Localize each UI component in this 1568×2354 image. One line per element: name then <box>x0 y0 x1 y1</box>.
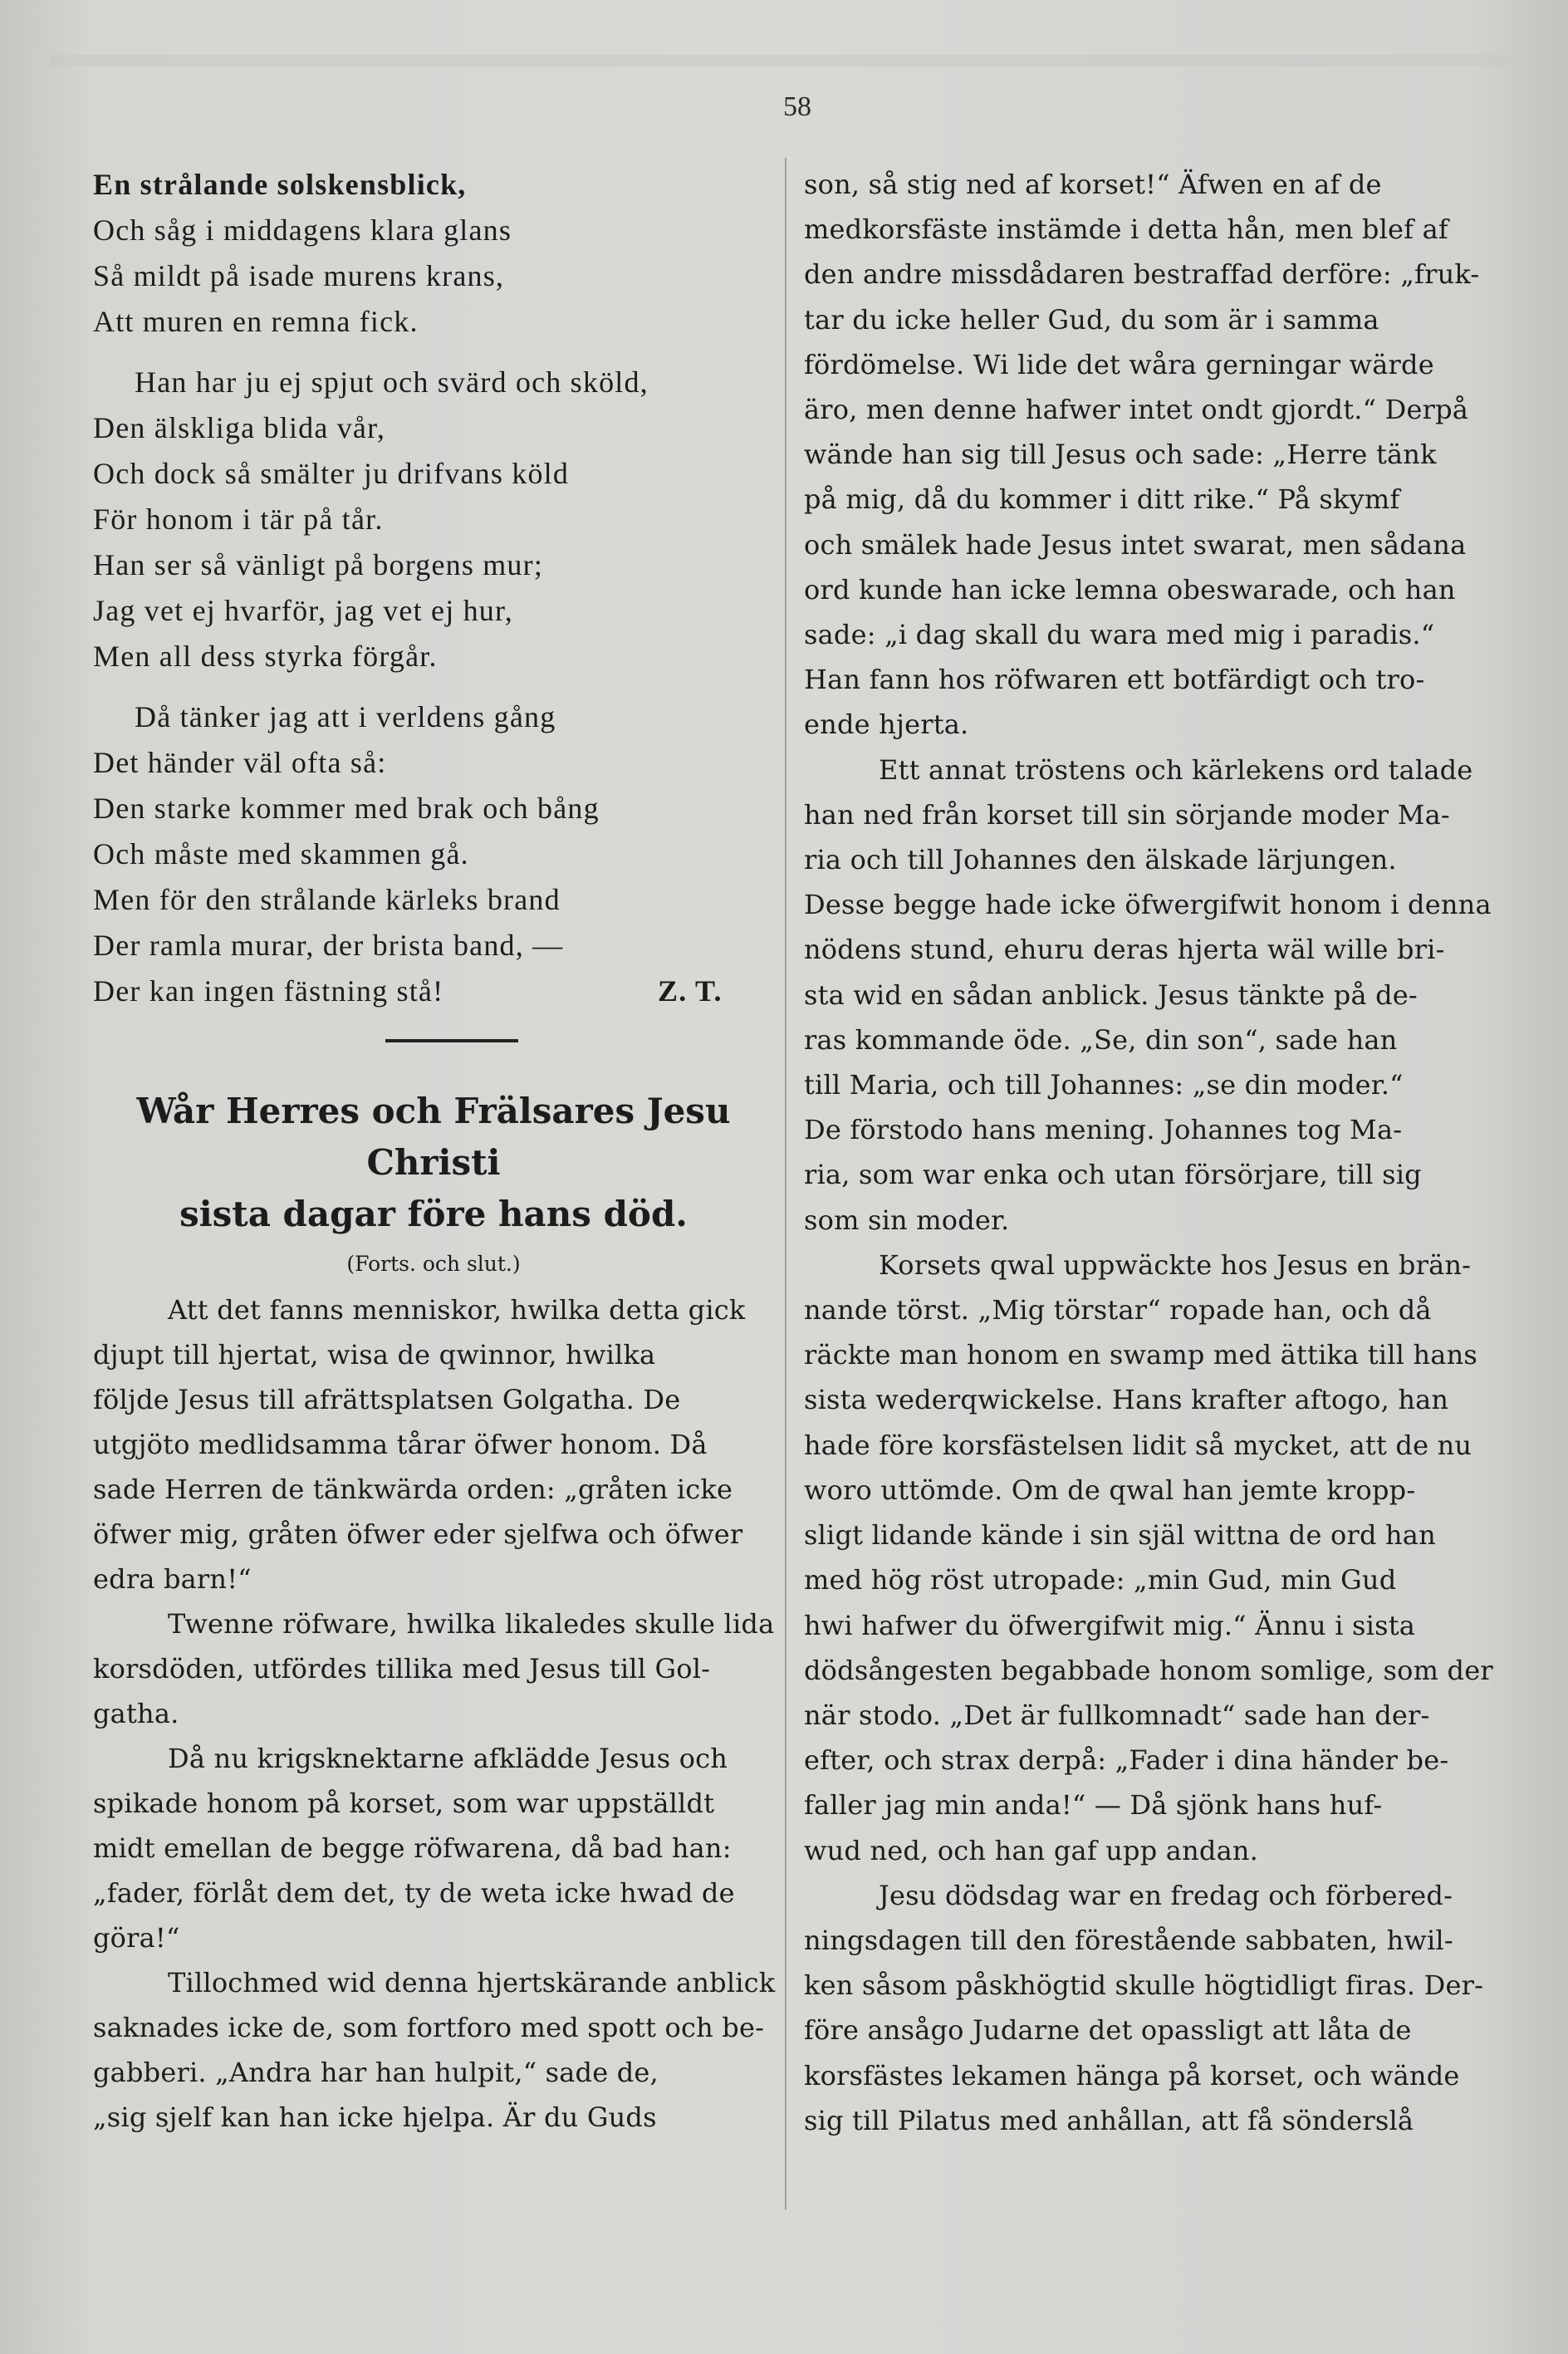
text-line: djupt till hjertat, wisa de qwinnor, hwilka <box>93 1339 656 1371</box>
text-line: wud ned, och han gaf upp andan. <box>804 1834 1259 1866</box>
poem-line: Den älskliga blida vår, <box>93 411 386 444</box>
text-line: göra!“ <box>93 1922 180 1954</box>
poem-stanza-2 <box>93 360 774 679</box>
text-line: till Maria, och till Johannes: „se din moder.“ <box>804 1069 1404 1101</box>
text-line: hade före korsfästelsen lidit så mycket, att de nu <box>804 1429 1472 1461</box>
text-line: sade Herren de tänkwärda orden: „gråten icke <box>93 1474 733 1505</box>
article-heading-line: sista dagar före hans död. <box>179 1194 688 1234</box>
text-line: räckte man honom en swamp med ättika till hans <box>804 1339 1477 1371</box>
text-line: han ned från korset till sin sörjande moder Ma- <box>804 798 1450 831</box>
poem-line: Då tänker jag att i verldens gång <box>135 700 556 733</box>
poem-line: Men för den strålande kärleks brand <box>93 883 561 916</box>
poem-line: Och måste med skammen gå. <box>93 837 469 870</box>
poem-line: Han ser så vänligt på borgens mur; <box>93 548 544 581</box>
poem-stanza-1 <box>93 162 774 345</box>
text-line: dödsångesten begabbade honom somlige, som der <box>804 1654 1493 1686</box>
text-line: ria och till Johannes den älskade lärjungen. <box>804 844 1397 876</box>
text-line: utgjöto medlidsamma tårar öfwer honom. Då <box>93 1429 708 1460</box>
column-divider <box>785 158 786 2209</box>
poem-line: Der kan ingen fästning stå! <box>93 974 444 1008</box>
text-line: ord kunde han icke lemna obeswarade, och han <box>804 573 1456 606</box>
text-line: sta wid en sådan anblick. Jesus tänkte på de- <box>804 978 1418 1011</box>
text-line: sig till Pilatus med anhållan, att få sönderslå <box>804 2104 1414 2136</box>
poem-line: Jag vet ej hvarför, jag vet ej hur, <box>93 594 513 627</box>
text-line: och smälek hade Jesus intet swarat, men sådana <box>804 528 1467 561</box>
text-line: efter, och strax derpå: „Fader i dina händer be- <box>804 1744 1449 1777</box>
text-line: Desse begge hade icke öfwergifwit honom i denna <box>804 889 1492 921</box>
text-line: „sig sjelf kan han icke hjelpa. Är du Guds <box>93 2101 657 2133</box>
text-line: följde Jesus till afrättsplatsen Golgatha. De <box>93 1384 681 1415</box>
article-heading-line: Wår Herres och Frälsares Jesu Christi <box>136 1091 731 1183</box>
text-line: när stodo. „Det är fullkomnadt“ sade han der- <box>804 1699 1430 1731</box>
text-line: faller jag min anda!“ — Då sjönk hans huf- <box>804 1789 1383 1822</box>
text-line: saknades icke de, som fortforo med spott och be- <box>93 2012 765 2043</box>
article-text-left <box>93 1287 774 2140</box>
text-line: Korsets qwal uppwäckte hos Jesus en brän- <box>879 1248 1472 1281</box>
poem-line: Den starke kommer med brak och bång <box>93 792 600 825</box>
poem-line: Och dock så smälter ju drifvans köld <box>93 457 570 490</box>
text-line: De förstodo hans mening. Johannes tog Ma- <box>804 1114 1403 1146</box>
text-line: woro uttömde. Om de qwal han jemte kropp- <box>804 1474 1416 1506</box>
poem-line: Och såg i middagens klara glans <box>93 213 512 247</box>
text-line: ken såsom påskhögtid skulle högtidligt firas. Der- <box>804 1969 1484 2002</box>
article-subheading: (Forts. och slut.) <box>346 1252 521 1276</box>
text-line: med hög röst utropade: „min Gud, min Gud <box>804 1564 1397 1596</box>
page-number: 58 <box>783 91 811 122</box>
text-line: tar du icke heller Gud, du som är i samma <box>804 303 1379 336</box>
text-line: Ett annat tröstens och kärlekens ord talade <box>879 753 1473 786</box>
text-line: nödens stund, ehuru deras hjerta wäl wille bri- <box>804 934 1445 966</box>
text-line: edra barn!“ <box>93 1563 252 1595</box>
text-line: ningsdagen till den förestående sabbaten, hwil- <box>804 1924 1453 1956</box>
text-line: medkorsfäste instämde i detta hån, men blef af <box>804 213 1448 246</box>
poem-line: Så mildt på isade murens krans, <box>93 259 505 292</box>
text-line: korsdöden, utfördes tillika med Jesus till Gol- <box>93 1653 711 1685</box>
text-line: före ansågo Judarne det opassligt att låta de <box>804 2014 1412 2047</box>
poem-line: Han har ju ej spjut och svärd och sköld, <box>135 365 649 399</box>
poem-signature: Z. T. <box>658 974 723 1008</box>
text-line: gabberi. „Andra har han hulpit,“ sade de, <box>93 2057 659 2088</box>
poem-stanza-3 <box>93 694 774 1014</box>
text-line: sade: „i dag skall du wara med mig i paradis.“ <box>804 619 1435 651</box>
text-line: midt emellan de begge röfwarena, då bad han: <box>93 1832 732 1864</box>
text-line: Tillochmed wid denna hjertskärande anblick <box>168 1967 776 1998</box>
text-line: Att det fanns menniskor, hwilka detta gick <box>168 1294 746 1326</box>
text-line: Då nu krigsknektarne afklädde Jesus och <box>168 1743 728 1774</box>
text-line: gatha. <box>93 1698 179 1729</box>
text-line: ras kommande öde. „Se, din son“, sade han <box>804 1023 1398 1056</box>
text-line: äro, men denne hafwer intet ondt gjordt.“ Derpå <box>804 394 1469 426</box>
text-line: fördömelse. Wi lide det wåra gerningar wärde <box>804 348 1434 380</box>
text-line: den andre missdådaren bestraffad derföre: „fruk- <box>804 258 1480 291</box>
text-line: ria, som war enka och utan försörjare, till sig <box>804 1159 1422 1191</box>
text-line: Han fann hos röfwaren ett botfärdigt och tro- <box>804 664 1425 696</box>
poem <box>93 162 774 1014</box>
article-heading <box>93 1086 774 1240</box>
text-line: ende hjerta. <box>804 709 969 741</box>
text-line: spikade honom på korset, som war uppställdt <box>93 1788 715 1819</box>
poem-line: För honom i tär på tår. <box>93 503 384 536</box>
text-line: „fader, förlåt dem det, ty de weta icke hwad de <box>93 1877 735 1909</box>
poem-line: En strålande solskensblick, <box>93 168 467 201</box>
text-line: på mig, då du kommer i ditt rike.“ På skymf <box>804 483 1400 516</box>
article-text-right <box>804 162 1493 2143</box>
text-line: hwi hafwer du öfwergifwit mig.“ Ännu i sista <box>804 1609 1416 1641</box>
poem-last-line <box>93 969 774 1014</box>
text-line: Jesu dödsdag war en fredag och förbered- <box>879 1879 1453 1911</box>
poem-line: Der ramla murar, der brista band, — <box>93 929 564 962</box>
section-divider <box>385 1039 518 1042</box>
text-line: öfwer mig, gråten öfwer eder sjelfwa och öfwer <box>93 1518 743 1550</box>
text-line: sligt lidande kände i sin själ wittna de ord han <box>804 1519 1436 1552</box>
text-line: Twenne röfware, hwilka likaledes skulle lida <box>168 1608 775 1640</box>
left-column <box>93 162 774 2140</box>
right-column <box>804 162 1493 2143</box>
text-line: korsfästes lekamen hänga på korset, och wände <box>804 2059 1460 2092</box>
poem-line: Att muren en remna fick. <box>93 305 419 338</box>
text-line: son, så stig ned af korset!“ Äfwen en af de <box>804 169 1382 200</box>
poem-line: Det händer väl ofta så: <box>93 746 387 779</box>
text-line: nande törst. „Mig törstar“ ropade han, och då <box>804 1294 1432 1327</box>
poem-line: Men all dess styrka förgår. <box>93 640 438 673</box>
text-line: sista wederqwickelse. Hans krafter aftogo, han <box>804 1384 1449 1416</box>
text-line: som sin moder. <box>804 1204 1010 1236</box>
text-line: wände han sig till Jesus och sade: „Herre tänk <box>804 439 1437 471</box>
